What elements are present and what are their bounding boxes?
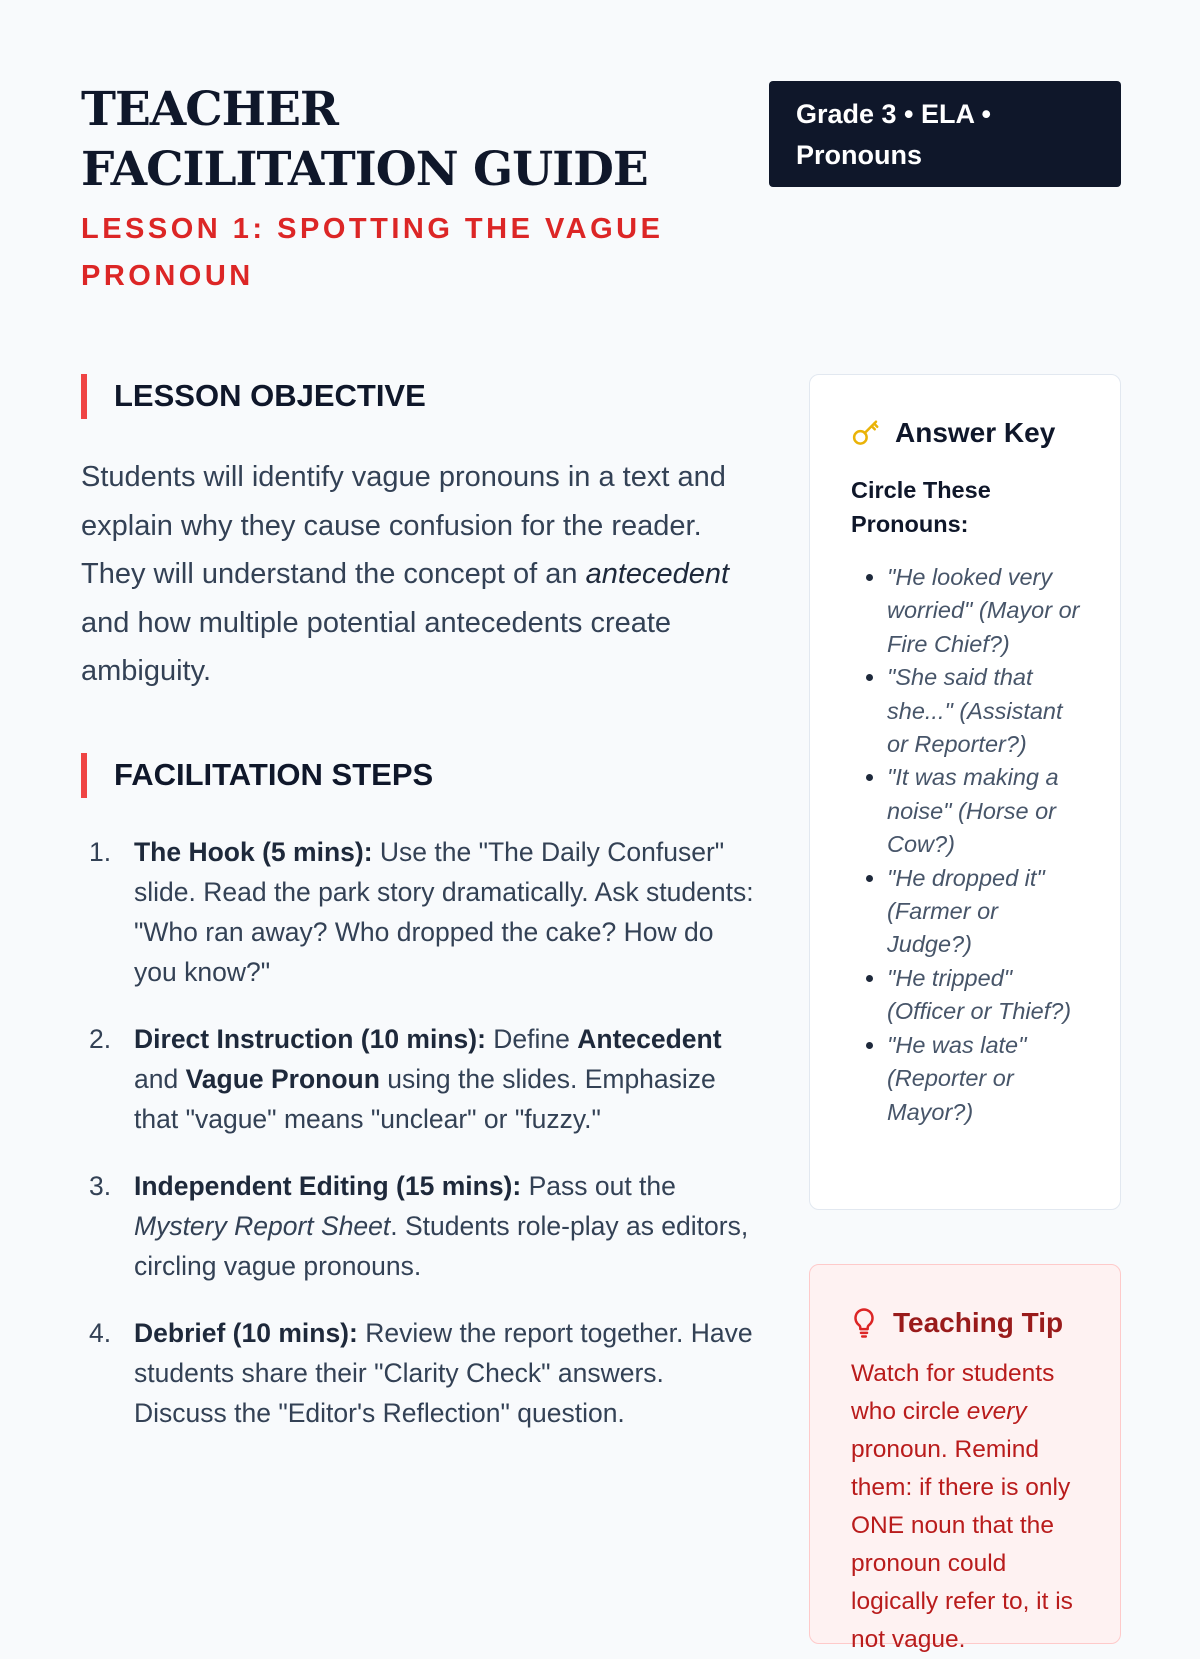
step-number: 2.: [89, 1023, 112, 1054]
objective-text-part: Students will identify vague pronouns in a text and explain why they cause confusion for the reader. They will understand the concept of an: [81, 461, 726, 590]
objective-text-part: and how multiple potential antecedents create ambiguity.: [81, 606, 672, 687]
answer-item: • "He was late" (Reporter or Mayor?): [887, 1029, 1080, 1129]
step-text: using the slides. Emphasize that "vague" means "unclear" or "fuzzy.": [134, 1063, 716, 1134]
step-item: [81, 1019, 761, 1139]
lightbulb-icon: [851, 1307, 877, 1339]
page-title: TEACHER FACILITATION GUIDE: [81, 82, 648, 197]
teaching-tip-title-text: Teaching Tip: [893, 1307, 1064, 1338]
step-number: 3.: [89, 1170, 112, 1201]
step-label: Direct Instruction (10 mins):: [134, 1023, 486, 1054]
answer-key-list: [851, 561, 1080, 1129]
step-label: The Hook (5 mins):: [134, 836, 373, 867]
main-content: [81, 373, 761, 1460]
answer-item: • "He dropped it" (Farmer or Judge?): [887, 862, 1080, 962]
tip-text-part: Watch for students who circle: [851, 1360, 1055, 1425]
page-header: [81, 80, 721, 300]
step-text: Review the report together. Have students share their "Clarity Check" answers. Discuss the "Editor's Reflection" question.: [134, 1317, 753, 1428]
step-item: [81, 1313, 761, 1433]
teaching-tip-card: [809, 1264, 1121, 1653]
step-item: [81, 1166, 761, 1286]
answer-key-title-text: Answer Key: [895, 417, 1056, 448]
teaching-tip-title: [851, 1303, 1090, 1343]
objective-heading: LESSON OBJECTIVE: [81, 373, 761, 419]
answer-key-title: [851, 413, 1080, 453]
step-number: 1.: [89, 836, 112, 867]
step-text: Pass out the: [521, 1170, 676, 1201]
step-text: . Students role-play as editors, circling vague pronouns.: [134, 1210, 749, 1281]
grade-subject-badge: Grade 3 • ELA • Pronouns: [769, 81, 1121, 187]
answer-item: • "He looked very worried" (Mayor or Fire Chief?): [887, 561, 1080, 661]
answer-item: • "She said that she..." (Assistant or Reporter?): [887, 661, 1080, 761]
worksheet-title: Mystery Report Sheet: [134, 1210, 391, 1241]
answer-item: • "He tripped" (Officer or Thief?): [887, 962, 1080, 1029]
answer-key-card: [809, 374, 1121, 1210]
answer-key-subheading: Circle These Pronouns:: [851, 477, 991, 537]
facilitation-steps-list: [81, 832, 761, 1433]
key-icon: [851, 418, 881, 448]
teaching-tip-text: [851, 1355, 1090, 1659]
term-antecedent: Antecedent: [577, 1023, 722, 1054]
step-number: 4.: [89, 1317, 112, 1348]
step-text: Use the "The Daily Confuser" slide. Read the park story dramatically. Ask students: "Who ran away? Who dropped the cake? How do you know?": [134, 836, 754, 987]
tip-text-part: pronoun. Remind them: if there is only ONE noun that the pronoun could logically refer to, it is not vague.: [851, 1436, 1073, 1653]
facilitation-steps-heading: FACILITATION STEPS: [81, 752, 761, 798]
lesson-subtitle: LESSON 1: SPOTTING THE VAGUE PRONOUN: [81, 213, 664, 292]
step-text: Define: [485, 1023, 578, 1054]
step-label: Debrief (10 mins):: [134, 1317, 358, 1348]
tip-emphasis: every: [966, 1398, 1027, 1425]
step-item: [81, 832, 761, 992]
term-vague-pronoun: Vague Pronoun: [185, 1063, 380, 1094]
antecedent-emphasis: antecedent: [585, 558, 730, 590]
step-text: and: [134, 1063, 186, 1094]
step-label: Independent Editing (15 mins):: [134, 1170, 522, 1201]
objective-text: [81, 453, 761, 696]
answer-item: • "It was making a noise" (Horse or Cow?): [887, 761, 1080, 861]
